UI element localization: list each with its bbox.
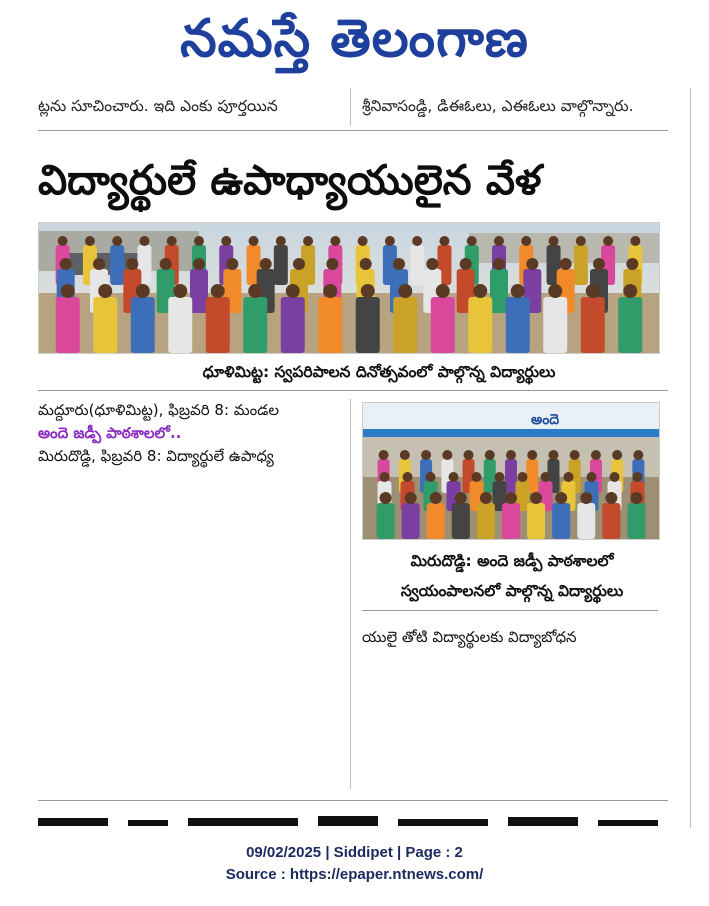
article-subhead: అందె జడ్పీ పాఠశాలలో.. xyxy=(38,423,182,442)
group-photo-miruddoddi xyxy=(362,402,660,540)
footer-date-edition: 09/02/2025 | Siddipet | Page : 2 xyxy=(246,844,463,861)
previous-article-right-line: శ్రీనివాసండ్డి, డిఈఓలు, ఎఈఓలు వాల్గొన్నారు. xyxy=(362,97,634,115)
caption2-divider xyxy=(362,610,658,611)
article-column-2 xyxy=(362,626,662,649)
page-right-rule xyxy=(690,88,691,828)
section-divider-bottom xyxy=(38,800,668,801)
footer-source: Source : https://epaper.ntnews.com/ xyxy=(225,866,484,883)
school-banner-text: అందె xyxy=(531,412,560,428)
caption-divider xyxy=(38,390,668,391)
article-column-1 xyxy=(38,399,338,468)
column-rule-body xyxy=(350,399,351,789)
article-column-1-after-subhead: మిరుదొడ్డి, ఫిబ్రవరి 8: విద్యార్థులే ఉపాధ్య xyxy=(38,446,274,465)
previous-article-left-line: ట్లను సూచించారు. ఇది ఎంకు పూర్తయిన xyxy=(38,97,278,115)
article-column-1-lines xyxy=(38,399,338,422)
column-1-line-1: మద్దూరు(ధూళిమిట్ట), ఫిబ్రవరి 8: మండల xyxy=(38,401,279,419)
photo2-caption-line-1: మిరుదొడ్డి: అందె జడ్పీ పాఠశాలలో xyxy=(410,552,614,570)
group-photo-miruddoddi-illustration xyxy=(363,403,659,539)
masthead-title: నమస్తే తెలంగాణ xyxy=(180,9,529,69)
section-divider-top xyxy=(38,130,668,131)
article-headline: విద్యార్థులే ఉపాధ్యాయులైన వేళ xyxy=(38,156,542,204)
group-photo-dhulimitta-illustration xyxy=(39,223,659,353)
photo1-caption: ధూళిమిట్ట: స్వపరిపాలన దినోత్సవంలో పాల్గొన్న విద్యార్థులు xyxy=(202,363,556,381)
page-footer xyxy=(0,842,709,886)
column-2-line-1: యులై తోటి విద్యార్థులకు విద్యాబోధన xyxy=(362,628,577,646)
photo2-caption xyxy=(362,546,662,606)
next-article-cut-headline xyxy=(38,808,668,826)
article-column-2-lines xyxy=(362,626,662,649)
column-rule-top xyxy=(350,88,351,126)
next-article-cut-headline-glyphs xyxy=(38,808,668,826)
photo2-caption-line-2: స్వయంపాలనలో పాల్గొన్న విద్యార్థులు xyxy=(400,582,624,600)
group-photo-dhulimitta xyxy=(38,222,660,354)
